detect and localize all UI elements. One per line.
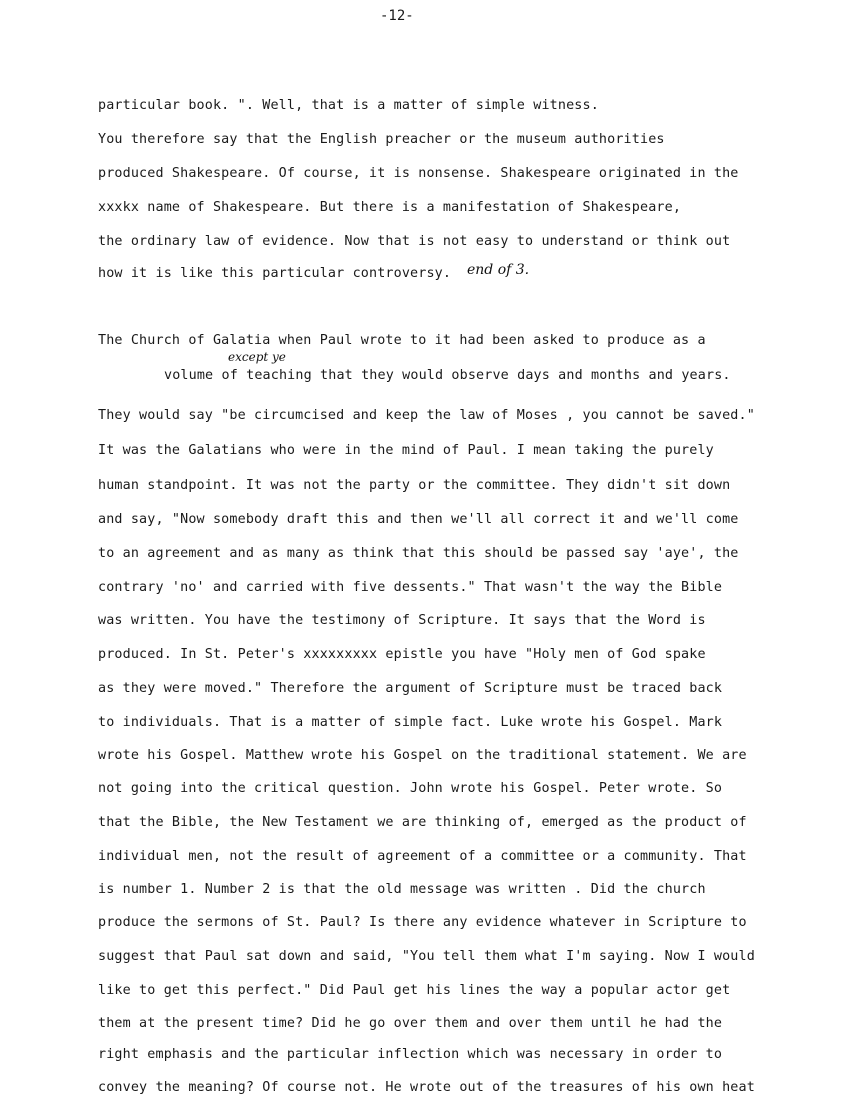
text-line: It was the Galatians who were in the mind of Paul. I mean taking the purely [98, 443, 714, 458]
text-line: volume of teaching that they would observe days and months and years. [164, 368, 731, 383]
text-line: to individuals. That is a matter of simple fact. Luke wrote his Gospel. Mark [98, 715, 723, 730]
text-line: as they were moved." Therefore the argument of Scripture must be traced back [98, 681, 723, 696]
text-line: xxxkx name of Shakespeare. But there is a manifestation of Shakespeare, [98, 200, 682, 215]
text-line: like to get this perfect." Did Paul get his lines the way a popular actor get [98, 983, 731, 998]
text-line: You therefore say that the English preacher or the museum authorities [98, 132, 665, 147]
text-line: is number 1. Number 2 is that the old message was written . Did the church [98, 882, 706, 897]
text-line: the ordinary law of evidence. Now that is not easy to understand or think out [98, 234, 731, 249]
handwritten-end-note: end of 3. [467, 262, 530, 278]
text-line: contrary 'no' and carried with five dessents." That wasn't the way the Bible [98, 580, 723, 595]
text-line: suggest that Paul sat down and said, "You tell them what I'm saying. Now I would [98, 949, 755, 964]
text-line: convey the meaning? Of course not. He wrote out of the treasures of his own heat [98, 1080, 755, 1095]
text-line: was written. You have the testimony of Scripture. It says that the Word is [98, 613, 706, 628]
text-line: and say, "Now somebody draft this and then we'll all correct it and we'll come [98, 512, 739, 527]
text-line: that the Bible, the New Testament we are thinking of, emerged as the product of [98, 815, 747, 830]
text-line: particular book. ". Well, that is a matter of simple witness. [98, 98, 599, 113]
handwritten-insertion: except ye [228, 350, 286, 364]
text-line: to an agreement and as many as think that this should be passed say 'aye', the [98, 546, 739, 561]
text-line: produced. In St. Peter's xxxxxxxxx epistle you have "Holy men of God spake [98, 647, 706, 662]
text-line: them at the present time? Did he go over them and over them until he had the [98, 1016, 723, 1031]
text-line: They would say "be circumcised and keep the law of Moses , you cannot be saved." [98, 408, 755, 423]
text-line: The Church of Galatia when Paul wrote to it had been asked to produce as a [98, 333, 706, 348]
text-line: human standpoint. It was not the party or the committee. They didn't sit down [98, 478, 731, 493]
text-line: produced Shakespeare. Of course, it is nonsense. Shakespeare originated in the [98, 166, 739, 181]
page-number: -12- [380, 8, 414, 24]
text-line: how it is like this particular controversy. [98, 266, 452, 281]
text-line: wrote his Gospel. Matthew wrote his Gospel on the traditional statement. We are [98, 748, 747, 763]
text-line: not going into the critical question. John wrote his Gospel. Peter wrote. So [98, 781, 723, 796]
text-line: individual men, not the result of agreement of a committee or a community. That [98, 849, 747, 864]
text-line: produce the sermons of St. Paul? Is there any evidence whatever in Scripture to [98, 915, 747, 930]
text-line: right emphasis and the particular inflection which was necessary in order to [98, 1047, 723, 1062]
